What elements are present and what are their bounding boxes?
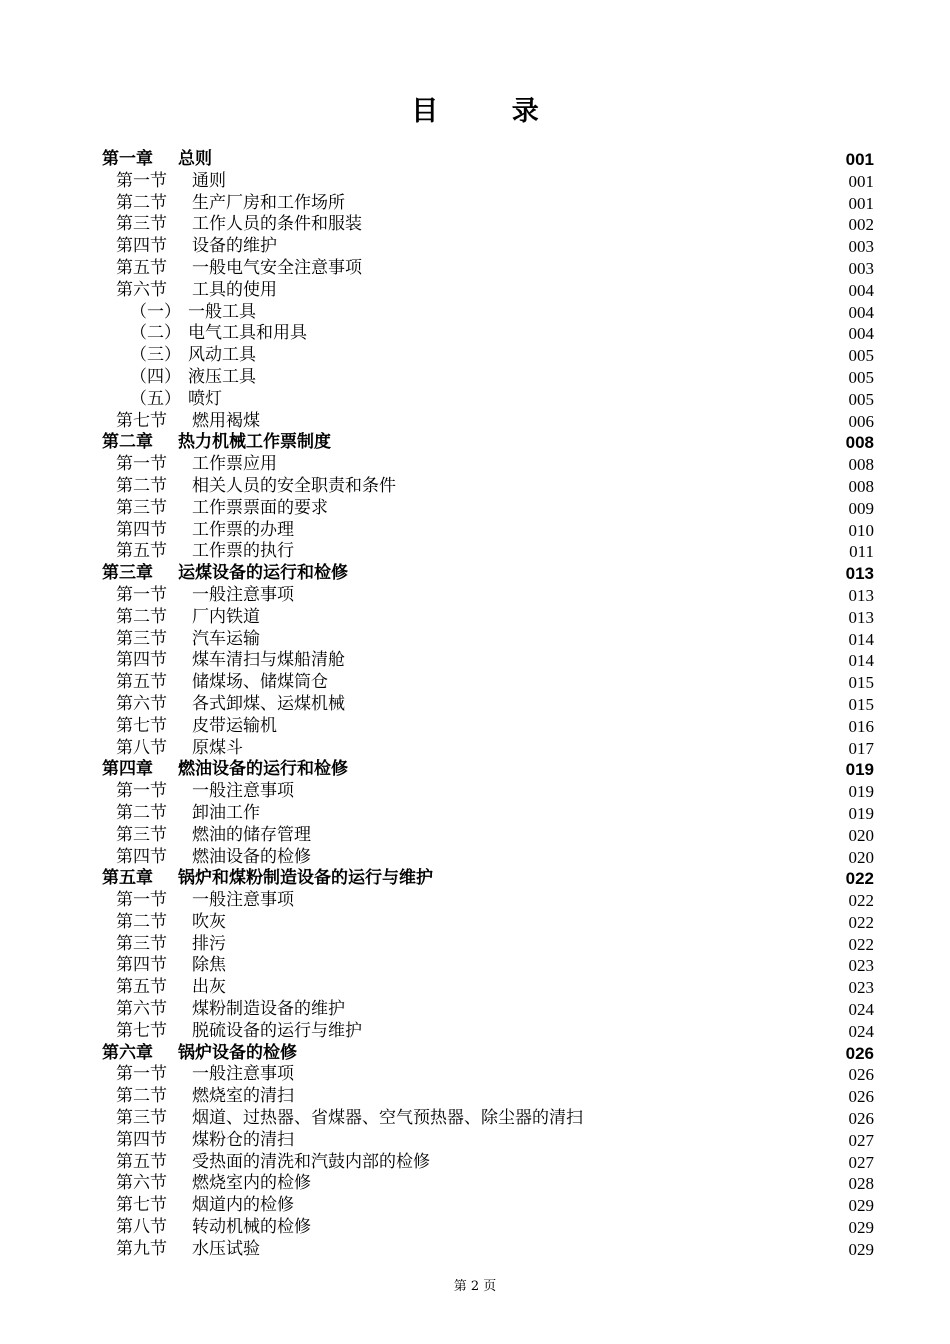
- toc-section-entry: [102, 214, 874, 236]
- toc-entry-title: 喷灯: [188, 388, 222, 409]
- toc-entry-title: 热力机械工作票制度: [178, 432, 331, 453]
- toc-entry-page: 029: [848, 1239, 874, 1259]
- toc-section-entry: [102, 825, 874, 847]
- toc-entry-page: 011: [849, 542, 874, 562]
- toc-entry-page: 008: [845, 433, 874, 453]
- toc-entry-title: 总则: [178, 149, 212, 169]
- toc-entry-page: 027: [848, 1152, 874, 1172]
- toc-entry-title: 工作票应用: [192, 454, 277, 475]
- table-of-contents: [102, 149, 874, 1261]
- toc-chapter-entry: [102, 868, 874, 890]
- toc-entry-title: 工具的使用: [192, 279, 277, 300]
- toc-entry-number: 第三节: [116, 824, 167, 845]
- toc-section-entry: [102, 193, 874, 215]
- toc-sub-entry: [102, 302, 874, 324]
- toc-entry-page: 005: [848, 367, 874, 387]
- toc-entry-page: 019: [848, 803, 874, 823]
- toc-section-entry: [102, 955, 874, 977]
- toc-entry-page: 022: [845, 869, 874, 889]
- toc-entry-page: 027: [848, 1130, 874, 1150]
- toc-entry-number: 第八节: [116, 737, 167, 758]
- toc-entry-number: 第四节: [116, 236, 167, 257]
- toc-section-entry: [102, 912, 874, 934]
- toc-entry-number: 第六节: [116, 279, 167, 300]
- toc-entry-number: （二）: [130, 323, 181, 344]
- toc-entry-number: （五）: [130, 388, 181, 409]
- toc-entry-number: 第一节: [116, 454, 167, 475]
- toc-entry-number: 第六节: [116, 999, 167, 1020]
- toc-entry-number: 第一节: [116, 781, 167, 802]
- toc-entry-title: 工作票的办理: [192, 519, 294, 540]
- toc-entry-number: 第三章: [102, 563, 153, 584]
- toc-entry-number: 第二节: [116, 192, 167, 213]
- toc-entry-page: 029: [848, 1196, 874, 1216]
- toc-entry-title: 吹灰: [192, 911, 226, 932]
- toc-entry-title: 排污: [192, 933, 226, 954]
- toc-section-entry: [102, 454, 874, 476]
- toc-entry-title: 一般电气安全注意事项: [192, 257, 362, 278]
- toc-entry-page: 026: [848, 1109, 874, 1129]
- toc-entry-title: 通则: [192, 170, 226, 191]
- toc-section-entry: [102, 650, 874, 672]
- toc-entry-number: 第六章: [102, 1042, 153, 1063]
- toc-entry-title: 液压工具: [188, 366, 256, 387]
- toc-entry-page: 003: [848, 258, 874, 278]
- toc-entry-title: 煤粉制造设备的维护: [192, 999, 345, 1020]
- toc-entry-number: 第四节: [116, 650, 167, 671]
- toc-section-entry: [102, 585, 874, 607]
- toc-entry-number: 第一节: [116, 584, 167, 605]
- toc-entry-page: 002: [848, 215, 874, 235]
- toc-entry-page: 005: [848, 346, 874, 366]
- toc-section-entry: [102, 1152, 874, 1174]
- toc-section-entry: [102, 1217, 874, 1239]
- toc-entry-title: 一般注意事项: [192, 1064, 294, 1085]
- toc-entry-number: 第四节: [116, 1129, 167, 1150]
- toc-entry-number: 第七节: [116, 1020, 167, 1041]
- toc-entry-page: 023: [848, 956, 874, 976]
- toc-entry-title: 受热面的清洗和汽鼓内部的检修: [192, 1151, 430, 1172]
- toc-entry-page: 022: [848, 934, 874, 954]
- toc-entry-title: 燃用褐煤: [192, 410, 260, 431]
- toc-section-entry: [102, 1173, 874, 1195]
- toc-entry-page: 014: [848, 651, 874, 671]
- toc-entry-page: 026: [845, 1043, 874, 1063]
- toc-entry-page: 006: [848, 411, 874, 431]
- toc-section-entry: [102, 716, 874, 738]
- toc-entry-number: （一）: [130, 301, 181, 322]
- toc-entry-page: 004: [848, 302, 874, 322]
- toc-entry-page: 008: [848, 476, 874, 496]
- page-title: 目 录: [411, 96, 571, 127]
- toc-entry-page: 020: [848, 825, 874, 845]
- toc-entry-title: 风动工具: [188, 345, 256, 366]
- toc-entry-page: 024: [848, 1000, 874, 1020]
- toc-entry-number: 第五章: [102, 868, 153, 889]
- toc-sub-entry: [102, 345, 874, 367]
- toc-entry-number: 第一节: [116, 170, 167, 191]
- toc-entry-number: 第一章: [102, 149, 153, 169]
- toc-entry-number: 第七节: [116, 715, 167, 736]
- toc-entry-title: 一般工具: [188, 301, 256, 322]
- toc-entry-page: 017: [848, 738, 874, 758]
- toc-entry-title: 运煤设备的运行和检修: [178, 563, 348, 584]
- toc-entry-title: 设备的维护: [192, 236, 277, 257]
- toc-section-entry: [102, 171, 874, 193]
- toc-entry-number: 第四章: [102, 759, 153, 780]
- toc-sub-entry: [102, 367, 874, 389]
- toc-section-entry: [102, 1130, 874, 1152]
- toc-entry-page: 010: [848, 520, 874, 540]
- toc-section-entry: [102, 672, 874, 694]
- toc-entry-title: 锅炉设备的检修: [178, 1042, 297, 1063]
- toc-entry-page: 004: [848, 324, 874, 344]
- toc-entry-number: 第三节: [116, 628, 167, 649]
- toc-sub-entry: [102, 389, 874, 411]
- toc-entry-page: 019: [845, 760, 874, 780]
- toc-entry-title: 生产厂房和工作场所: [192, 192, 345, 213]
- toc-entry-page: 023: [848, 978, 874, 998]
- toc-entry-number: 第二节: [116, 1086, 167, 1107]
- toc-sub-entry: [102, 323, 874, 345]
- toc-entry-page: 009: [848, 498, 874, 518]
- toc-entry-page: 003: [848, 237, 874, 257]
- toc-entry-title: 燃油的储存管理: [192, 824, 311, 845]
- toc-entry-number: 第五节: [116, 1151, 167, 1172]
- toc-entry-title: 转动机械的检修: [192, 1217, 311, 1238]
- toc-section-entry: [102, 411, 874, 433]
- toc-entry-page: 001: [848, 193, 874, 213]
- toc-section-entry: [102, 781, 874, 803]
- toc-entry-page: 004: [848, 280, 874, 300]
- toc-entry-number: 第五节: [116, 257, 167, 278]
- toc-entry-page: 020: [848, 847, 874, 867]
- toc-section-entry: [102, 1064, 874, 1086]
- toc-entry-title: 储煤场、储煤筒仓: [192, 672, 328, 693]
- toc-entry-number: 第三节: [116, 497, 167, 518]
- toc-entry-page: 019: [848, 782, 874, 802]
- toc-entry-title: 汽车运输: [192, 628, 260, 649]
- toc-entry-title: 煤车清扫与煤船清舱: [192, 650, 345, 671]
- toc-entry-page: 028: [848, 1174, 874, 1194]
- toc-section-entry: [102, 498, 874, 520]
- toc-entry-title: 皮带运输机: [192, 715, 277, 736]
- toc-section-entry: [102, 1086, 874, 1108]
- toc-entry-title: 燃烧室内的检修: [192, 1173, 311, 1194]
- toc-entry-page: 022: [848, 912, 874, 932]
- toc-entry-number: 第七节: [116, 410, 167, 431]
- toc-section-entry: [102, 280, 874, 302]
- toc-section-entry: [102, 803, 874, 825]
- toc-entry-page: 008: [848, 455, 874, 475]
- toc-entry-title: 相关人员的安全职责和条件: [192, 475, 396, 496]
- toc-entry-number: 第三节: [116, 933, 167, 954]
- toc-entry-title: 燃烧室的清扫: [192, 1086, 294, 1107]
- toc-section-entry: [102, 890, 874, 912]
- page-footer: 第 2 页: [453, 1279, 497, 1294]
- toc-section-entry: [102, 236, 874, 258]
- toc-entry-title: 烟道内的检修: [192, 1195, 294, 1216]
- toc-section-entry: [102, 1021, 874, 1043]
- toc-entry-page: 029: [848, 1218, 874, 1238]
- toc-section-entry: [102, 977, 874, 999]
- toc-entry-number: 第三节: [116, 214, 167, 235]
- toc-section-entry: [102, 738, 874, 760]
- toc-entry-title: 除焦: [192, 955, 226, 976]
- toc-entry-title: 煤粉仓的清扫: [192, 1129, 294, 1150]
- toc-section-entry: [102, 1239, 874, 1261]
- toc-entry-number: 第五节: [116, 541, 167, 562]
- toc-entry-number: 第四节: [116, 955, 167, 976]
- toc-entry-title: 卸油工作: [192, 802, 260, 823]
- toc-entry-page: 013: [845, 564, 874, 584]
- toc-entry-number: 第六节: [116, 693, 167, 714]
- toc-chapter-entry: [102, 1043, 874, 1065]
- toc-entry-number: 第四节: [116, 519, 167, 540]
- toc-entry-page: 005: [848, 389, 874, 409]
- toc-entry-title: 锅炉和煤粉制造设备的运行与维护: [178, 868, 433, 889]
- toc-entry-title: 水压试验: [192, 1238, 260, 1259]
- toc-entry-title: 一般注意事项: [192, 781, 294, 802]
- toc-entry-title: 燃油设备的运行和检修: [178, 759, 348, 780]
- toc-chapter-entry: [102, 759, 874, 781]
- toc-section-entry: [102, 629, 874, 651]
- toc-entry-title: 原煤斗: [192, 737, 243, 758]
- toc-entry-number: 第七节: [116, 1195, 167, 1216]
- toc-entry-title: 各式卸煤、运煤机械: [192, 693, 345, 714]
- toc-entry-page: 015: [848, 673, 874, 693]
- toc-entry-number: （三）: [130, 345, 181, 366]
- toc-section-entry: [102, 607, 874, 629]
- toc-entry-page: 026: [848, 1087, 874, 1107]
- toc-entry-number: 第四节: [116, 846, 167, 867]
- toc-entry-page: 013: [848, 607, 874, 627]
- toc-entry-page: 001: [848, 171, 874, 191]
- toc-entry-title: 一般注意事项: [192, 584, 294, 605]
- toc-entry-title: 脱硫设备的运行与维护: [192, 1020, 362, 1041]
- toc-entry-page: 016: [848, 716, 874, 736]
- toc-entry-page: 026: [848, 1065, 874, 1085]
- toc-entry-page: 024: [848, 1021, 874, 1041]
- toc-entry-title: 出灰: [192, 977, 226, 998]
- toc-entry-page: 013: [848, 585, 874, 605]
- toc-section-entry: [102, 999, 874, 1021]
- toc-section-entry: [102, 476, 874, 498]
- toc-entry-number: 第一节: [116, 890, 167, 911]
- toc-entry-title: 厂内铁道: [192, 606, 260, 627]
- toc-entry-number: 第二节: [116, 802, 167, 823]
- toc-chapter-entry: [102, 149, 874, 171]
- toc-section-entry: [102, 1195, 874, 1217]
- toc-entry-page: 001: [845, 150, 874, 169]
- toc-entry-page: 022: [848, 891, 874, 911]
- toc-entry-title: 工作票的执行: [192, 541, 294, 562]
- toc-entry-number: （四）: [130, 366, 181, 387]
- toc-entry-title: 烟道、过热器、省煤器、空气预热器、除尘器的清扫: [192, 1108, 583, 1129]
- toc-section-entry: [102, 1108, 874, 1130]
- toc-section-entry: [102, 541, 874, 563]
- toc-entry-number: 第五节: [116, 672, 167, 693]
- toc-entry-title: 一般注意事项: [192, 890, 294, 911]
- toc-entry-title: 电气工具和用具: [188, 323, 307, 344]
- toc-chapter-entry: [102, 563, 874, 585]
- toc-section-entry: [102, 694, 874, 716]
- toc-section-entry: [102, 847, 874, 869]
- toc-entry-title: 工作人员的条件和服装: [192, 214, 362, 235]
- toc-entry-number: 第二节: [116, 911, 167, 932]
- toc-section-entry: [102, 934, 874, 956]
- toc-entry-title: 燃油设备的检修: [192, 846, 311, 867]
- toc-entry-title: 工作票票面的要求: [192, 497, 328, 518]
- toc-entry-page: 014: [848, 629, 874, 649]
- toc-section-entry: [102, 520, 874, 542]
- toc-entry-number: 第六节: [116, 1173, 167, 1194]
- toc-entry-number: 第八节: [116, 1217, 167, 1238]
- toc-entry-number: 第九节: [116, 1238, 167, 1259]
- toc-entry-page: 015: [848, 694, 874, 714]
- toc-entry-number: 第三节: [116, 1108, 167, 1129]
- toc-section-entry: [102, 258, 874, 280]
- toc-chapter-entry: [102, 432, 874, 454]
- toc-entry-number: 第二节: [116, 606, 167, 627]
- toc-entry-number: 第二节: [116, 475, 167, 496]
- toc-entry-number: 第五节: [116, 977, 167, 998]
- toc-entry-number: 第一节: [116, 1064, 167, 1085]
- toc-entry-number: 第二章: [102, 432, 153, 453]
